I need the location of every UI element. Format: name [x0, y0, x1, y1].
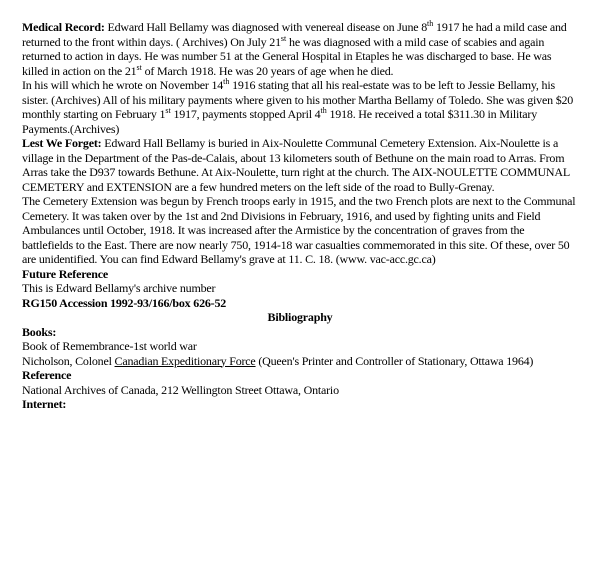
- medical-record-text-1: Edward Hall Bellamy was diagnosed with venereal disease on June 8: [104, 20, 428, 34]
- archive-number-value: RG150 Accession 1992-93/166/box 626-52: [22, 295, 227, 310]
- ordinal-superscript: th: [223, 77, 230, 86]
- paragraph-medical-record: [22, 20, 578, 78]
- books-block: [22, 325, 578, 354]
- archive-number-intro: This is Edward Bellamy's archive number: [22, 281, 216, 295]
- nicholson-publisher: (Queen's Printer and Controller of Stationary, Ottawa 1964): [255, 353, 534, 368]
- lest-we-forget-text-1: Edward Hall Bellamy is buried in Aix-Noulette Communal Cemetery Extension. Aix-Noulette is a village in the Department of the Pas-de-Calais, about 13 kilometers south of Bethune on the main road to Arras. From Arras take the D937 towards Bethune. At Aix-Noulette, turn right at the church. The AIX-NOULETTE COMMUNAL CEMETERY and EXTENSION are a few hundred meters on the left side of the road to Bully-Grenay.: [22, 136, 570, 194]
- lest-we-forget-heading: Lest We Forget:: [22, 136, 102, 150]
- ordinal-superscript: st: [165, 106, 171, 115]
- internet-heading: Internet:: [22, 397, 67, 411]
- nicholson-book-title: Canadian Expeditionary Force: [114, 353, 256, 368]
- bibliography-heading: Bibliography: [267, 310, 333, 324]
- paragraph-lest-we-forget: [22, 136, 578, 267]
- will-text-3: 1917, payments stopped April 4: [170, 107, 321, 121]
- ordinal-superscript: th: [320, 106, 327, 115]
- medical-record-text-4: of March 1918. He was 20 years of age when he died.: [141, 63, 394, 78]
- will-text-4: 1918. He received a total $311.30 in Military Payments.(Archives): [22, 107, 538, 136]
- future-reference-heading: Future Reference: [22, 266, 108, 281]
- reference-heading: Reference: [22, 368, 72, 382]
- medical-record-text-2: 1917 he had a mild case and returned to the front within days. ( Archives) On July 21: [22, 20, 567, 49]
- ordinal-superscript: st: [280, 33, 287, 43]
- ordinal-superscript: st: [136, 62, 142, 72]
- lest-we-forget-text-2: The Cemetery Extension was begun by French troops early in 1915, and the two French plots are next to the Communal Cemetery. It was taken over by the 1st and 2nd Divisions in February, 1916, and used by fighting units and Field Ambulances until October, 1918. It was increased after the Armistice by the concentration of graves from the battlefields to the East. There are now nearly 750, 1914-18 war casualties commemorated in this site. Of these, over 50 are unidentified. You can find Edward Bellamy's grave at 11. C. 18. (www. vac-acc.gc.ca): [22, 194, 576, 266]
- nicholson-author: Nicholson, Colonel: [22, 353, 115, 368]
- books-label: Books:: [22, 324, 57, 339]
- books-item: Book of Remembrance-1st world war: [22, 339, 197, 353]
- reference-item: National Archives of Canada, 212 Wellington Street Ottawa, Ontario: [22, 382, 339, 397]
- medical-record-heading: Medical Record:: [22, 20, 105, 34]
- will-text-2: 1916 stating that all his real-estate was to be left to Jessie Bellamy, his sister. (Archives) All of his military payments where given to his mother Martha Bellamy of Toledo. She was given $20 monthly starting on February 1: [22, 78, 574, 121]
- paragraph-will: [22, 78, 578, 136]
- archive-number-block: [22, 281, 578, 310]
- will-text-1: In his will which he wrote on November 14: [22, 78, 224, 92]
- nicholson-citation: [22, 354, 578, 369]
- ordinal-superscript: th: [427, 19, 434, 28]
- medical-record-text-3: he was diagnosed with a mild case of scabies and again returned to action in days. He was number 51 at the General Hospital in Etaples he was discharged to base. He was killed in action on the 21: [22, 34, 552, 78]
